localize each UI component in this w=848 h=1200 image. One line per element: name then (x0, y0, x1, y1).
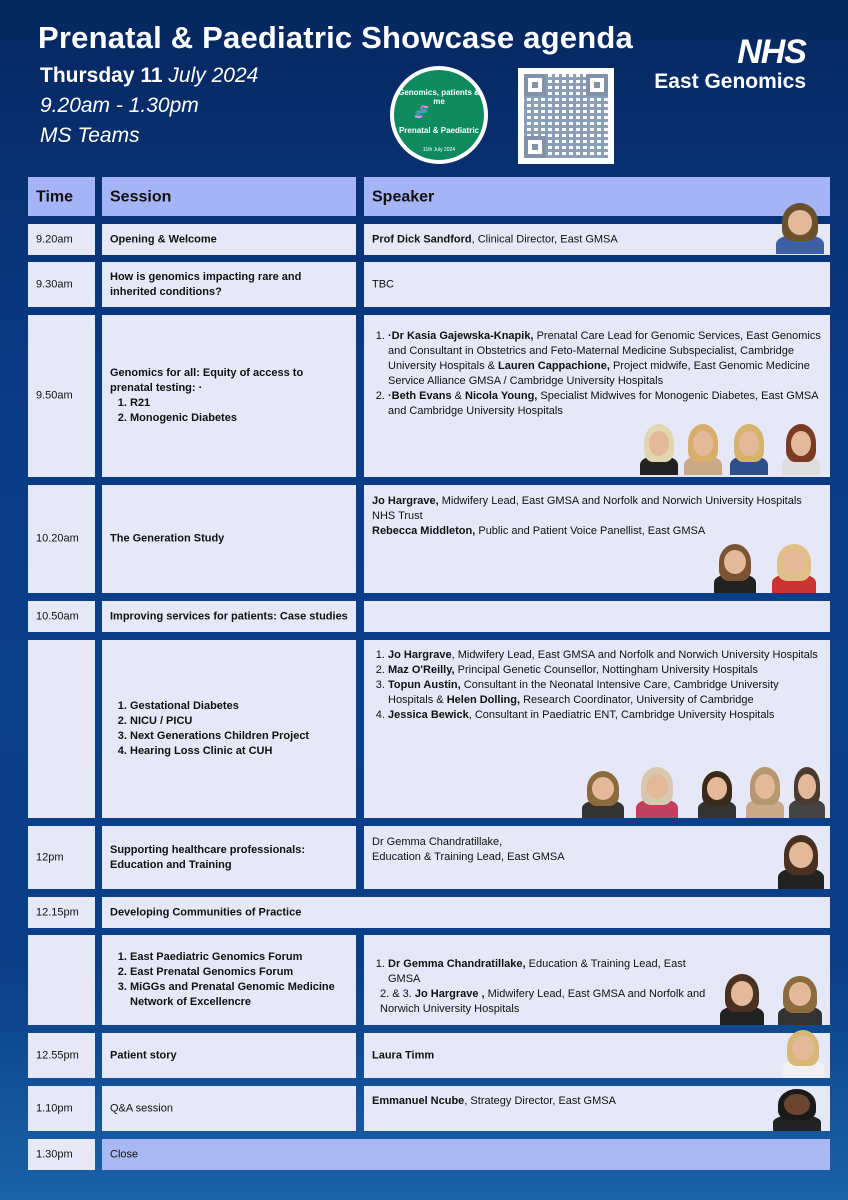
speaker-photo (694, 768, 740, 818)
session-item: 3. Next Generations Children Project (130, 729, 348, 744)
session-item: 2. East Prenatal Genomics Forum (130, 965, 348, 980)
time-cell: 12pm (28, 826, 95, 889)
speaker-name: Laura Timm (372, 1049, 435, 1061)
speaker-photo (774, 973, 826, 1025)
speaker-photo (786, 764, 828, 818)
session-item: 1. R21 (130, 396, 348, 411)
session-cell: How is genomics impacting rare and inherited conditions? (102, 262, 356, 307)
time-cell (28, 640, 95, 818)
time-cell: 1.10pm (28, 1086, 95, 1131)
badge-subtitle: Prenatal & Paediatric (398, 126, 480, 135)
session-cell (102, 640, 356, 818)
time-cell: 12.55pm (28, 1033, 95, 1078)
session-cell: Improving services for patients: Case studies (102, 601, 356, 632)
speaker-cell (364, 485, 830, 593)
session-cell (102, 315, 356, 477)
speaker-role: Education & Training Lead, East GMSA (372, 851, 565, 863)
speaker-cell: Emmanuel Ncube, Strategy Director, East GMSA (364, 1086, 830, 1131)
time-cell: 10.50am (28, 601, 95, 632)
page-title: Prenatal & Paediatric Showcase agenda (38, 20, 633, 55)
speaker-cell: TBC (364, 262, 830, 307)
nhs-org-name: East Genomics (654, 70, 806, 93)
speaker-photo (742, 764, 788, 818)
speaker-photo (632, 764, 682, 818)
speaker-cell: Prof Dick Sandford, Clinical Director, East GMSA (364, 224, 830, 255)
speaker-cell (364, 826, 830, 889)
session-item: 1. Gestational Diabetes (130, 699, 348, 714)
speaker-name: Emmanuel Ncube (372, 1095, 465, 1107)
speaker-entry: 2. Maz O'Reilly, Principal Genetic Counsellor, Nottingham University Hospitals (388, 663, 822, 678)
speaker-cell (364, 601, 830, 632)
time-cell: 9.20am (28, 224, 95, 255)
speaker-name: Dr Gemma Chandratillake, (372, 836, 503, 848)
speaker-entry: 1. Dr Gemma Chandratillake, Education & Training Lead, East GMSA (388, 957, 720, 987)
time-cell: 10.20am (28, 485, 95, 593)
session-cell: Q&A session (102, 1086, 356, 1131)
session-item: 2. Monogenic Diabetes (130, 411, 348, 426)
speaker-cell (364, 315, 830, 477)
speaker-photo (768, 541, 820, 593)
speaker-name: Prof Dick Sandford (372, 233, 472, 245)
speaker-entry: 2. & 3. Jo Hargrave , Midwifery Lead, East GMSA and Norfolk and Norwich University Hospitals (380, 988, 706, 1015)
session-item: 1. East Paediatric Genomics Forum (130, 950, 348, 965)
event-day: Thursday 11 (40, 64, 163, 87)
time-cell: 1.30pm (28, 1139, 95, 1170)
time-cell: 9.30am (28, 262, 95, 307)
event-month-year: July 2024 (168, 64, 259, 87)
time-cell: 12.15pm (28, 897, 95, 928)
session-cell: Developing Communities of Practice (102, 897, 830, 928)
event-time: 9.20am - 1.30pm (40, 94, 199, 117)
session-cell: Patient story (102, 1033, 356, 1078)
badge-title: Genomics, patients & me (398, 88, 480, 106)
speaker-photo (726, 421, 772, 475)
time-cell (28, 935, 95, 1025)
speaker-photo (578, 768, 628, 818)
session-cell: Close (102, 1139, 830, 1170)
speaker-cell (364, 935, 830, 1025)
column-header-session: Session (102, 177, 356, 216)
speaker-photo (778, 1027, 828, 1078)
speaker-entry: Rebecca Middleton, Public and Patient Voice Panellist, East GMSA (372, 525, 706, 537)
event-venue: MS Teams (40, 124, 140, 147)
speaker-photo (768, 1086, 826, 1131)
speaker-entry: Jo Hargrave, Midwifery Lead, East GMSA and Norfolk and Norwich University Hospitals NHS Trust (372, 495, 802, 522)
column-header-speaker: Speaker (364, 177, 830, 216)
session-cell: Opening & Welcome (102, 224, 356, 255)
dna-icon: 🧬 (414, 105, 429, 119)
column-header-time: Time (28, 177, 95, 216)
session-item: 3. MiGGs and Prenatal Genomic Medicine Network of Excellencre (130, 980, 348, 1010)
speaker-cell (364, 1033, 830, 1078)
speaker-photo (716, 971, 768, 1025)
speaker-entry: 1. ·Dr Kasia Gajewska-Knapik, Prenatal Care Lead for Genomic Services, East Genomics and Consultant in Obstetrics and Feto-Maternal Medicine Subspecialist, Cambridge University Hospitals & Lauren Cappachione, Project midwife, East Genomic Medicine Service Alliance GMSA / Cambridge University Hospitals (388, 329, 822, 389)
badge-date: 11th July 2024 (422, 147, 456, 153)
speaker-photo (778, 421, 824, 475)
speaker-photo (636, 421, 682, 475)
nhs-wordmark: NHS (737, 33, 806, 71)
session-item: 4. Hearing Loss Clinic at CUH (130, 744, 348, 759)
session-title: Genomics for all: Equity of access to prenatal testing: · (110, 367, 304, 394)
speaker-entry: 3. Topun Austin, Consultant in the Neonatal Intensive Care, Cambridge University Hospitals & Helen Dolling, Research Coordinator, University of Cambridge (388, 678, 822, 708)
session-cell (102, 935, 356, 1025)
speaker-photo (680, 421, 726, 475)
speaker-entry: 1. Jo Hargrave, Midwifery Lead, East GMSA and Norfolk and Norwich University Hospitals (388, 648, 822, 663)
speaker-photo (772, 200, 828, 254)
speaker-entry: 4. Jessica Bewick, Consultant in Paediatric ENT, Cambridge University Hospitals (388, 708, 822, 723)
time-cell: 9.50am (28, 315, 95, 477)
speaker-photo (710, 541, 760, 593)
session-item: 2. NICU / PICU (130, 714, 348, 729)
speaker-photo (774, 832, 828, 889)
speaker-cell (364, 640, 830, 818)
session-cell: Supporting healthcare professionals: Education and Training (102, 826, 356, 889)
speaker-entry: 2. ·Beth Evans & Nicola Young, Specialist Midwives for Monogenic Diabetes, East GMSA and Cambridge University Hospitals (388, 389, 822, 419)
session-cell: The Generation Study (102, 485, 356, 593)
